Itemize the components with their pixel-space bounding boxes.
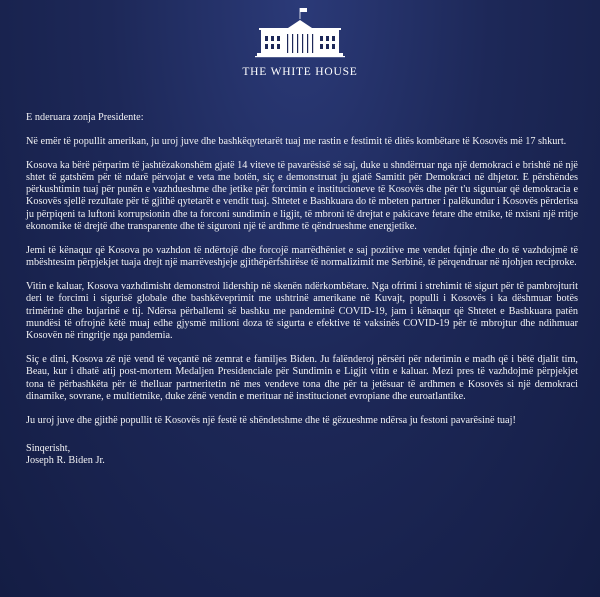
closing: Sinqerisht, <box>26 442 71 454</box>
white-house-icon <box>255 6 345 62</box>
letter-body <box>26 112 578 468</box>
paragraph-4: Vitin e kaluar, Kosova vazhdimisht demonstroi lidership në skenën ndërkombëtare. Nga ofrimi i strehimit të sigurt për të pambrojturit deri te forcimi i sigurisë globale dhe bashkëveprimit me ushtrinë amerikane në Kuvajt, populli i Kosovës i ka dëshmuar botës trimërinë dhe bujarinë e tij. Ndërsa përballemi së bashku me pandeminë COVID-19, jam i kënaqur që Shtetet e Bashkuara patën mundësi të ofrojnë këtë muaj edhe gjysmë milioni doza të sigurta e efektive të vaksinës COVID-19 për të mbrojtur dhe ndihmuar Kosovën në ringritje nga pandemia. <box>26 280 578 342</box>
paragraph-2: Kosova ka bërë përparim të jashtëzakonshëm gjatë 14 viteve të pavarësisë së saj, duke u shndërruar nga një demokraci e brishtë në një shtet të gatshëm për të ndarë përvojat e veta me botën, siç e demonstruat ju gjatë Samitit për Demokraci në dhjetor. E përshëndes përkushtimin tuaj për punën e vazhdueshme dhe jetike për forcimin e institucioneve të Kosovës dhe për t'u siguruar që demokracia e Kosovës sjellë rezultate për të gjithë qytetarët e vendit tuaj. Shtetet e Bashkuara do të mbeten partner i palëkundur i Kosovës përderisa ju përpiqeni ta luftoni korrupsionin dhe ta forconi sundimin e ligjit, të mbroni të drejtat e pakicave fetare dhe etnike, të nxisni një rritje ekonomike të drejtë dhe transparente dhe të siguroni një të ardhme të qëndrueshme energjetike. <box>26 159 578 233</box>
paragraph-6: Ju uroj juve dhe gjithë popullit të Kosovës një festë të shëndetshme dhe të gëzueshme ndërsa ju festoni pavarësinë tuaj! <box>26 414 516 426</box>
signature-block <box>26 443 578 468</box>
header-title: THE WHITE HOUSE <box>242 66 358 78</box>
signature-name: Joseph R. Biden Jr. <box>26 455 105 467</box>
paragraph-1: Në emër të popullit amerikan, ju uroj juve dhe bashkëqytetarët tuaj me rastin e festimit të ditës kombëtare të Kosovës më 17 shkurt. <box>26 135 567 147</box>
paragraph-5: Siç e dini, Kosova zë një vend të veçantë në zemrat e familjes Biden. Ju falënderoj përsëri për nderimin e madh që i bëtë djalit tim, Beau, kur i dhatë atij post-mortem Medaljen Presidenciale për Sundimin e Ligjit vitin e kaluar. Mezi pres të vazhdojmë përpjekjet tona të përbashkëta për të thelluar partneritetin në mes vendeve tona dhe për ta jetësuar të ardhmen e Kosovës si një demokraci dinamike, sovrane, e multietnike, duke zënë vendin e merituar në institucionet evropiane dhe euroatlantike. <box>26 353 578 402</box>
salutation: E nderuara zonja Presidente: <box>26 112 144 123</box>
header <box>0 6 600 78</box>
paragraph-3: Jemi të kënaqur që Kosova po vazhdon të ndërtojë dhe forcojë marrëdhëniet e saj pozitive me vendet fqinje dhe do të vazhdojmë të mbështesim përpjekjet tuaja drejt një marrëveshjeje gjithëpërfshirëse të normalizimit me Serbinë, të përqendruar në njohjen reciproke. <box>26 244 578 269</box>
